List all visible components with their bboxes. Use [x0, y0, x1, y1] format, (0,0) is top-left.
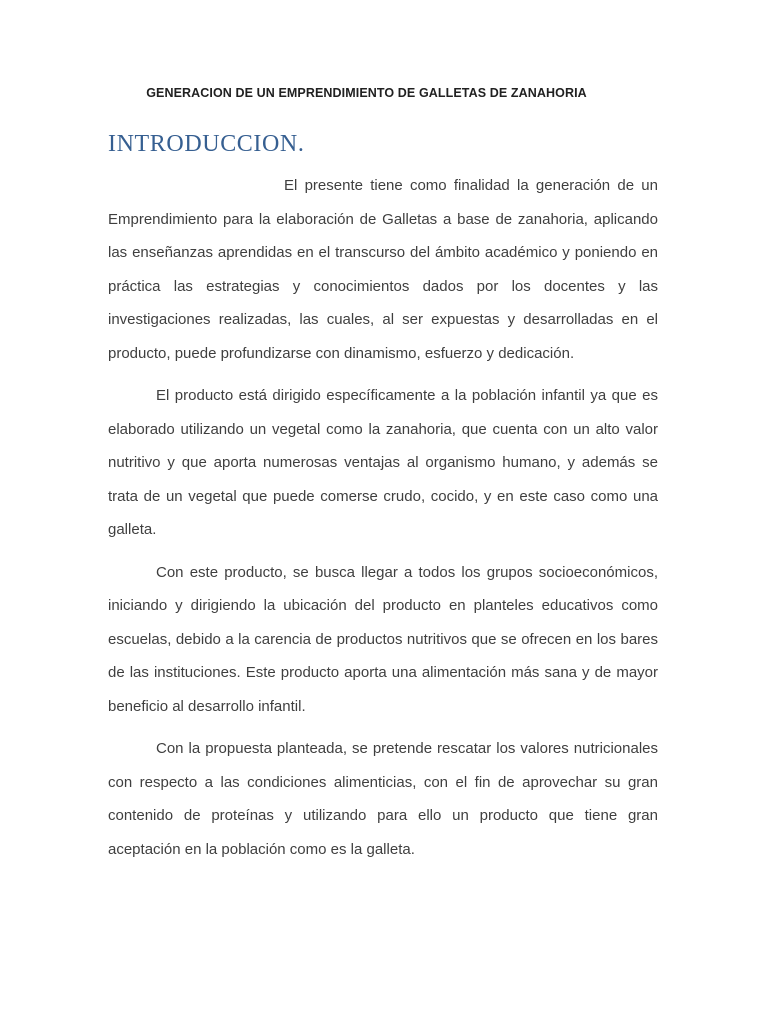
- intro-paragraph-4: Con la propuesta planteada, se pretende rescatar los valores nutricionales con respecto a las condiciones alimenticias, con el fin de aprovechar su gran contenido de proteínas y utilizando para ello un producto que tiene gran aceptación en la población como es la galleta.: [108, 740, 658, 858]
- document-body: [108, 169, 658, 875]
- section-heading-introduccion: INTRODUCCION.: [108, 131, 305, 157]
- intro-paragraph-3: Con este producto, se busca llegar a todos los grupos socioeconómicos, iniciando y dirigiendo la ubicación del producto en planteles educativos como escuelas, debido a la carencia de productos nutritivos que se ofrecen en los bares de las instituciones. Este producto aporta una alimentación más sana y de mayor beneficio al desarrollo infantil.: [108, 563, 658, 715]
- intro-paragraph-2: El producto está dirigido específicamente a la población infantil ya que es elaborado utilizando un vegetal como la zanahoria, que cuenta con un alto valor nutritivo y que aporta numerosas ventajas al organismo humano, y además se trata de un vegetal que puede comerse crudo, cocido, y en este caso como una galleta.: [108, 387, 658, 538]
- intro-paragraph-1: El presente tiene como finalidad la generación de un Emprendimiento para la elaboración de Galletas a base de zanahoria, aplicando las enseñanzas aprendidas en el transcurso del ámbito académico y poniendo en práctica las estrategias y conocimientos dados por los docentes y las investigaciones realizadas, las cuales, al ser expuestas y desarrolladas en el producto, puede profundizarse con dinamismo, esfuerzo y dedicación.: [108, 177, 658, 362]
- document-title: GENERACION DE UN EMPRENDIMIENTO DE GALLETAS DE ZANAHORIA: [146, 86, 587, 100]
